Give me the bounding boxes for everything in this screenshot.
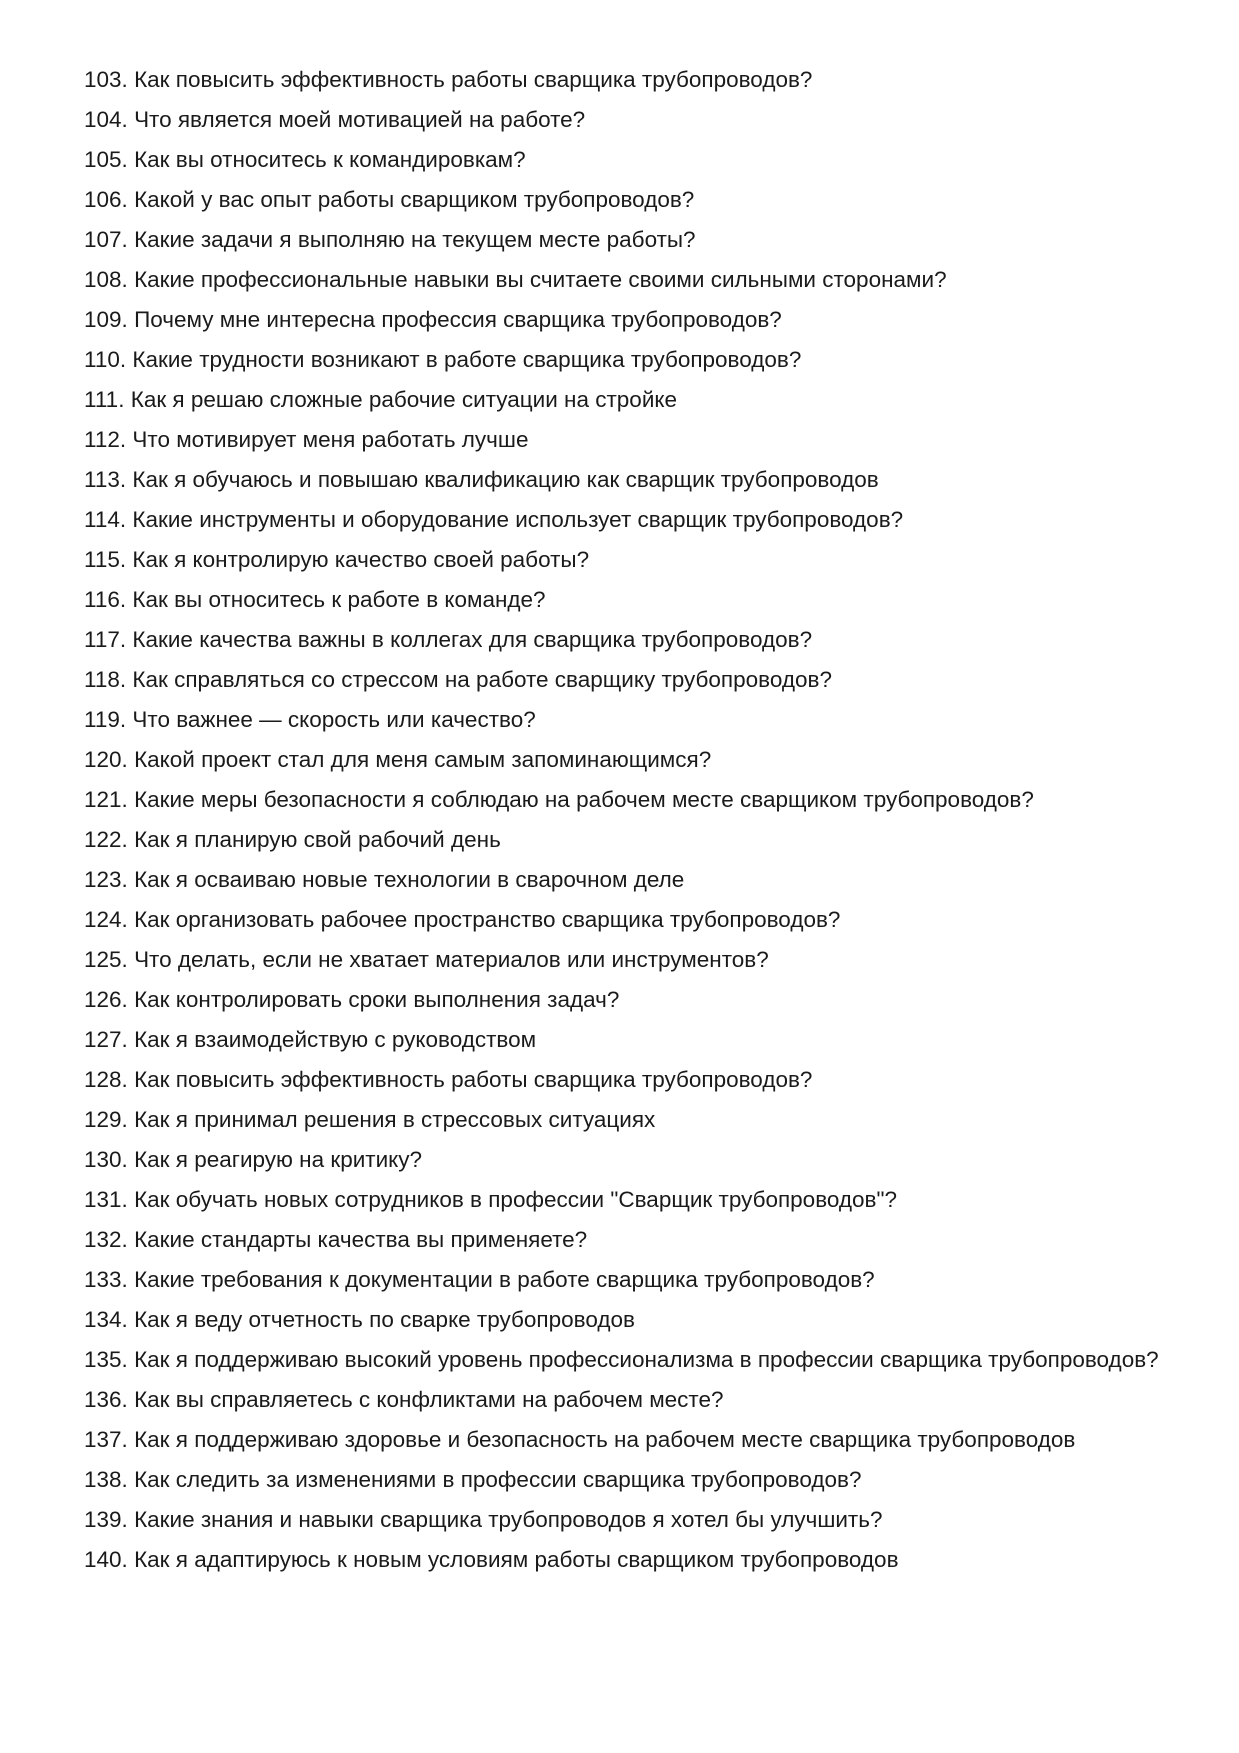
item-text: Что мотивирует меня работать лучше (132, 427, 529, 452)
item-text: Какие инструменты и оборудование использует сварщик трубопроводов? (132, 507, 904, 532)
list-item (84, 1260, 1164, 1300)
item-text: Как вы относитесь к работе в команде? (132, 587, 546, 612)
item-number: 121. (84, 787, 128, 812)
item-number: 115. (84, 547, 127, 572)
list-item (84, 460, 1164, 500)
list-item (84, 740, 1164, 780)
item-text: Какие знания и навыки сварщика трубопроводов я хотел бы улучшить? (134, 1507, 883, 1532)
list-item (84, 1060, 1164, 1100)
item-number: 107. (84, 227, 128, 252)
item-text: Какие задачи я выполняю на текущем месте работы? (134, 227, 696, 252)
document-page (84, 60, 1164, 1580)
list-item (84, 980, 1164, 1020)
item-text: Что делать, если не хватает материалов или инструментов? (134, 947, 769, 972)
item-number: 125. (84, 947, 128, 972)
list-item (84, 300, 1164, 340)
item-text: Какой у вас опыт работы сварщиком трубопроводов? (134, 187, 695, 212)
item-number: 128. (84, 1067, 128, 1092)
item-number: 110. (84, 347, 127, 372)
item-text: Как обучать новых сотрудников в профессии "Сварщик трубопроводов"? (134, 1187, 898, 1212)
item-text: Какой проект стал для меня самым запоминающимся? (134, 747, 712, 772)
list-item (84, 620, 1164, 660)
item-text: Как я обучаюсь и повышаю квалификацию как сварщик трубопроводов (132, 467, 879, 492)
list-item (84, 1420, 1164, 1460)
list-item (84, 420, 1164, 460)
item-text: Как я планирую свой рабочий день (134, 827, 501, 852)
item-text: Как следить за изменениями в профессии сварщика трубопроводов? (134, 1467, 862, 1492)
item-number: 120. (84, 747, 128, 772)
list-item (84, 340, 1164, 380)
item-number: 135. (84, 1347, 128, 1372)
list-item (84, 580, 1164, 620)
item-text: Как вы относитесь к командировкам? (134, 147, 526, 172)
item-text: Как повысить эффективность работы сварщика трубопроводов? (134, 1067, 813, 1092)
item-number: 123. (84, 867, 128, 892)
list-item (84, 1500, 1164, 1540)
list-item (84, 220, 1164, 260)
item-number: 105. (84, 147, 128, 172)
item-text: Какие профессиональные навыки вы считаете своими сильными сторонами? (134, 267, 947, 292)
list-item (84, 100, 1164, 140)
item-number: 111. (84, 387, 125, 412)
item-text: Как я решаю сложные рабочие ситуации на стройке (130, 387, 677, 412)
list-item (84, 1100, 1164, 1140)
item-text: Как справляться со стрессом на работе сварщику трубопроводов? (132, 667, 832, 692)
item-text: Как организовать рабочее пространство сварщика трубопроводов? (134, 907, 841, 932)
item-number: 132. (84, 1227, 128, 1252)
item-text: Как я поддерживаю высокий уровень профессионализма в профессии сварщика трубопроводов? (134, 1347, 1159, 1372)
list-item (84, 180, 1164, 220)
list-item (84, 1340, 1164, 1380)
item-text: Почему мне интересна профессия сварщика трубопроводов? (134, 307, 782, 332)
item-number: 109. (84, 307, 128, 332)
list-item (84, 660, 1164, 700)
item-text: Что является моей мотивацией на работе? (134, 107, 586, 132)
item-number: 113. (84, 467, 127, 492)
list-item (84, 500, 1164, 540)
item-number: 116. (84, 587, 127, 612)
item-number: 130. (84, 1147, 128, 1172)
list-item (84, 900, 1164, 940)
item-number: 112. (84, 427, 127, 452)
item-text: Как я принимал решения в стрессовых ситуациях (134, 1107, 656, 1132)
item-text: Какие трудности возникают в работе сварщика трубопроводов? (132, 347, 802, 372)
list-item (84, 860, 1164, 900)
item-number: 133. (84, 1267, 128, 1292)
list-item (84, 1460, 1164, 1500)
item-number: 134. (84, 1307, 128, 1332)
item-text: Как я осваиваю новые технологии в сварочном деле (134, 867, 685, 892)
item-text: Как я взаимодействую с руководством (134, 1027, 537, 1052)
item-number: 118. (84, 667, 127, 692)
item-text: Какие качества важны в коллегах для сварщика трубопроводов? (132, 627, 813, 652)
item-text: Как я адаптируюсь к новым условиям работы сварщиком трубопроводов (134, 1547, 899, 1572)
list-item (84, 1180, 1164, 1220)
item-number: 136. (84, 1387, 128, 1412)
item-number: 127. (84, 1027, 128, 1052)
list-item (84, 540, 1164, 580)
item-number: 119. (84, 707, 127, 732)
item-number: 114. (84, 507, 127, 532)
item-number: 104. (84, 107, 128, 132)
item-text: Как я веду отчетность по сварке трубопроводов (134, 1307, 635, 1332)
list-item (84, 380, 1164, 420)
item-text: Как я контролирую качество своей работы? (132, 547, 590, 572)
list-item (84, 780, 1164, 820)
item-number: 117. (84, 627, 127, 652)
item-text: Какие стандарты качества вы применяете? (134, 1227, 588, 1252)
item-text: Как повысить эффективность работы сварщика трубопроводов? (134, 67, 813, 92)
list-item (84, 940, 1164, 980)
item-text: Какие требования к документации в работе сварщика трубопроводов? (134, 1267, 875, 1292)
item-text: Как контролировать сроки выполнения задач? (134, 987, 620, 1012)
list-item (84, 820, 1164, 860)
list-item (84, 1140, 1164, 1180)
item-number: 108. (84, 267, 128, 292)
list-item (84, 700, 1164, 740)
list-item (84, 1300, 1164, 1340)
item-text: Как вы справляетесь с конфликтами на рабочем месте? (134, 1387, 724, 1412)
item-text: Как я поддерживаю здоровье и безопасность на рабочем месте сварщика трубопроводов (134, 1427, 1076, 1452)
item-text: Что важнее — скорость или качество? (132, 707, 536, 732)
list-item (84, 1380, 1164, 1420)
item-number: 122. (84, 827, 128, 852)
list-item (84, 1220, 1164, 1260)
item-number: 124. (84, 907, 128, 932)
item-number: 103. (84, 67, 128, 92)
item-number: 131. (84, 1187, 128, 1212)
list-item (84, 1020, 1164, 1060)
list-item (84, 60, 1164, 100)
item-number: 140. (84, 1547, 128, 1572)
item-number: 139. (84, 1507, 128, 1532)
item-number: 137. (84, 1427, 128, 1452)
item-number: 126. (84, 987, 128, 1012)
question-list (84, 60, 1164, 1580)
item-number: 129. (84, 1107, 128, 1132)
item-number: 106. (84, 187, 128, 212)
item-text: Как я реагирую на критику? (134, 1147, 423, 1172)
list-item (84, 140, 1164, 180)
item-text: Какие меры безопасности я соблюдаю на рабочем месте сварщиком трубопроводов? (134, 787, 1034, 812)
list-item (84, 1540, 1164, 1580)
list-item (84, 260, 1164, 300)
item-number: 138. (84, 1467, 128, 1492)
